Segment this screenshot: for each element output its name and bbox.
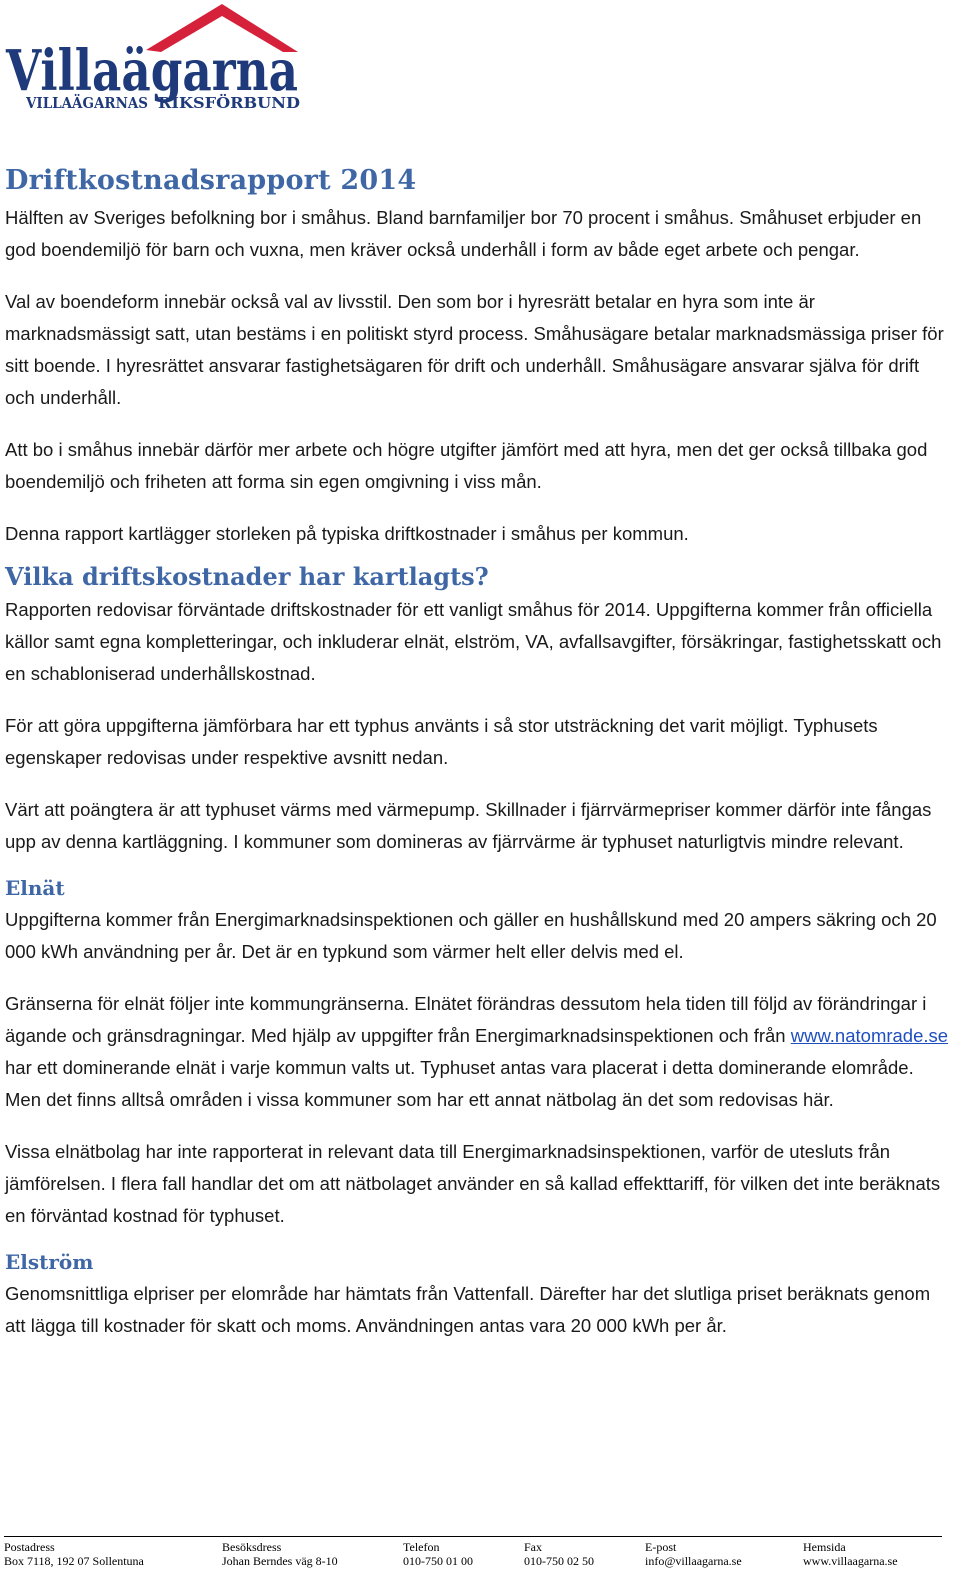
page-footer (4, 1536, 942, 1571)
footer-epost-value[interactable]: info@villaagarna.se (645, 1554, 742, 1568)
footer-hemsida-value[interactable]: www.villaagarna.se (803, 1554, 898, 1568)
footer-telefon-label: Telefon (403, 1540, 440, 1554)
section-heading-elnat: Elnät (5, 876, 65, 900)
logo-tagline-left: VILLAÄGARNAS (26, 94, 163, 112)
intro-paragraph-1: Hälften av Sveriges befolkning bor i småhus. Bland barnfamiljer bor 70 procent i småhus. Småhuset erbjuder en god boendemiljö för barn och vuxna, men kräver också underhåll i form av både eget arbete och pengar. (5, 207, 922, 260)
elnat-p2-after: har ett dominerande elnät i varje kommun valts ut. Typhuset antas vara placerat i detta dominerande elområde. Men det finns alltså områden i vissa kommuner som har ett annat nätbolag än det som redovisas här. (5, 1057, 914, 1110)
footer-epost (645, 1540, 742, 1568)
footer-besoksadress (222, 1540, 338, 1568)
footer-epost-label: E-post (645, 1540, 677, 1554)
footer-postadress-value: Box 7118, 192 07 Sollentuna (4, 1554, 144, 1568)
footer-hemsida-label: Hemsida (803, 1540, 846, 1554)
natomrade-link[interactable]: www.natomrade.se (790, 1025, 949, 1046)
intro-paragraph-4: Denna rapport kartlägger storleken på typiska driftkostnader i småhus per kommun. (5, 523, 689, 544)
document-body (5, 160, 950, 1362)
elnat-paragraph-2 (5, 988, 950, 1116)
footer-postadress-label: Postadress (4, 1540, 55, 1554)
elnat-p2-before: Gränserna för elnät följer inte kommungränserna. Elnätet förändras dessutom hela tiden till följd av förändringar i ägande och gränsdragningar. Med hjälp av uppgifter från Energimarknadsinspektionen och från (5, 993, 927, 1046)
footer-hemsida (803, 1540, 898, 1568)
elnat-paragraph-3: Vissa elnätbolag har inte rapporterat in relevant data till Energimarknadsinspektionen, varför de utesluts från jämförelsen. I flera fall handlar det om att nätbolaget använder en så kallad effekttariff, för vilken det inte beräknats en förväntad kostnad för typhuset. (5, 1141, 941, 1226)
footer-besoksadress-label: Besöksdress (222, 1540, 282, 1554)
footer-telefon (403, 1540, 473, 1568)
footer-fax-label: Fax (524, 1540, 542, 1554)
logo-wordmark: Villaägarna (5, 38, 299, 104)
section-heading-kartlagts: Vilka driftskostnader har kartlagts? (5, 562, 489, 591)
logo-tagline-right: RIKSFÖRBUND (158, 94, 291, 112)
footer-fax-value: 010-750 02 50 (524, 1554, 594, 1568)
page-title: Driftkostnadsrapport 2014 (5, 165, 417, 196)
section1-paragraph-3: Värt att poängtera är att typhuset värms med värmepump. Skillnader i fjärrvärmepriser kommer därför inte fångas upp av denna kartläggning. I kommuner som domineras av fjärrvärme är typhuset naturligtvis mindre relevant. (5, 799, 932, 852)
footer-besoksadress-value: Johan Berndes väg 8-10 (222, 1554, 338, 1568)
section-heading-elstrom: Elström (5, 1250, 94, 1274)
footer-fax (524, 1540, 594, 1568)
section1-paragraph-1: Rapporten redovisar förväntade driftskostnader för ett vanligt småhus för 2014. Uppgifterna kommer från officiella källor samt egna kompletteringar, och inkluderar elnät, elström, VA, avfallsavgifter, försäkringar, fastighetsskatt och en schabloniserad underhållskostnad. (5, 599, 942, 684)
intro-paragraph-3: Att bo i småhus innebär därför mer arbete och högre utgifter jämfört med att hyra, men det ger också tillbaka god boendemiljö och friheten att forma sin egen omgivning i viss mån. (5, 439, 928, 492)
villaagarna-logo (4, 2, 300, 112)
elnat-paragraph-1: Uppgifterna kommer från Energimarknadsinspektionen och gäller en hushållskund med 20 ampers säkring och 20 000 kWh användning per år. Det är en typkund som värmer helt eller delvis med el. (5, 909, 937, 962)
intro-paragraph-2: Val av boendeform innebär också val av livsstil. Den som bor i hyresrätt betalar en hyra som inte är marknadsmässigt satt, utan bestäms i en politiskt styrd process. Småhusägare betalar marknadsmässiga priser för sitt boende. I hyresrättet ansvarar fastighetsägaren för drift och underhåll. Småhusägare ansvarar själva för drift och underhåll. (5, 291, 944, 408)
section1-paragraph-2: För att göra uppgifterna jämförbara har ett typhus använts i så stor utsträckning det varit möjligt. Typhusets egenskaper redovisas under respektive avsnitt nedan. (5, 715, 878, 768)
footer-postadress (4, 1540, 144, 1568)
footer-telefon-value: 010-750 01 00 (403, 1554, 473, 1568)
elstrom-paragraph-1: Genomsnittliga elpriser per elområde har hämtats från Vattenfall. Därefter har det slutliga priset beräknats genom att lägga till kostnader för skatt och moms. Användningen antas vara 20 000 kWh per år. (5, 1283, 931, 1336)
